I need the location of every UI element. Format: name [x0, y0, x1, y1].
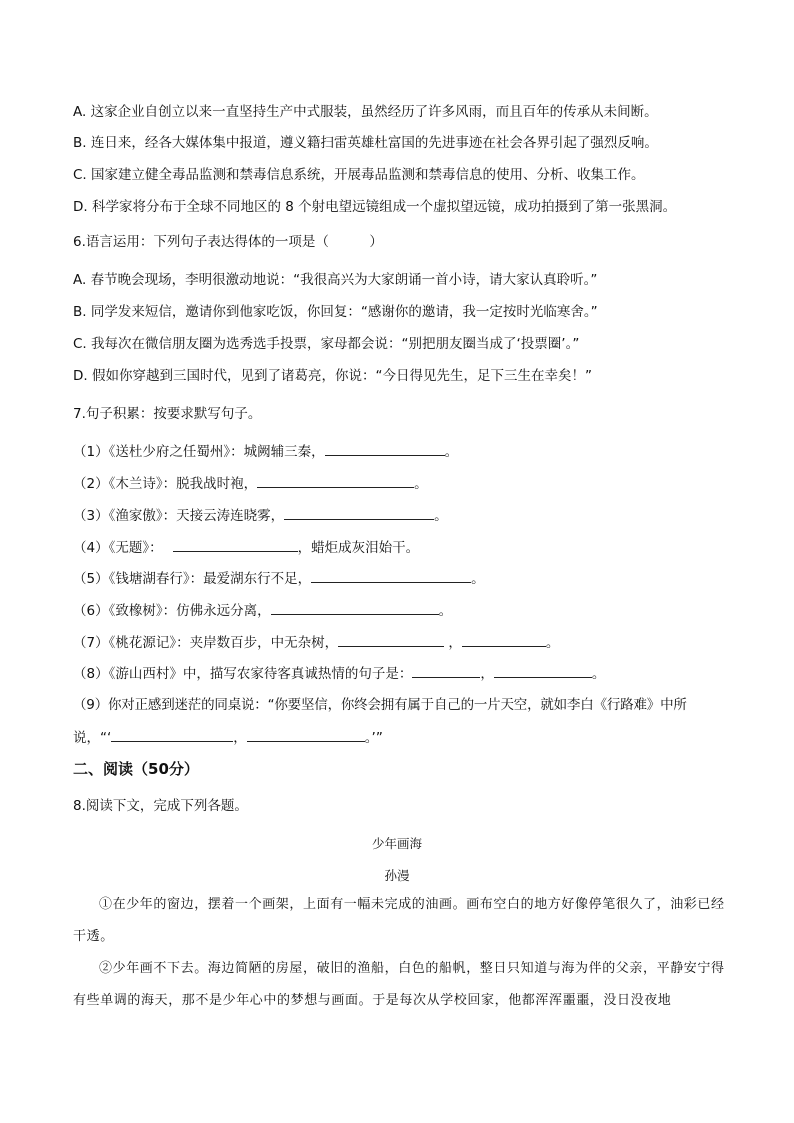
- q7-item-5: [73, 568, 485, 589]
- article-paragraph-1: ①在少年的窗边，摆着一个画架，上面有一幅未完成的油画。画布空白的地方好像停笔很久了，油彩已经干透。: [73, 897, 725, 944]
- q6-option-d: D. 假如你穿越到三国时代，见到了诸葛亮，你说：“今日得见先生，足下三生在幸矣！”: [73, 368, 592, 384]
- q6-stem: 6.语言运用：下列句子表达得体的一项是（ ）: [73, 234, 383, 250]
- q7-item-5-text: （5）《钱塘湖春行》：最爱湖东行不足，: [73, 571, 312, 587]
- period: 。: [434, 508, 448, 524]
- answer-blank[interactable]: [111, 727, 233, 742]
- article-author: 孙漫: [384, 868, 410, 883]
- q5-option-a: A. 这家企业自创立以来一直坚持生产中式服装，虽然经历了许多风雨，而且百年的传承从未间断。: [73, 104, 658, 120]
- q6-option-b: B. 同学发来短信，邀请你到他家吃饭，你回复：“感谢你的邀请，我一定按时光临寒舍。”: [73, 304, 598, 320]
- section-heading: 二、阅读（50分）: [73, 760, 199, 778]
- comma: ，: [233, 730, 247, 746]
- q7-item-7-text: （7）《桃花源记》：夹岸数百步，中无杂树，: [73, 635, 339, 651]
- answer-blank[interactable]: [494, 663, 592, 678]
- answer-blank[interactable]: [257, 473, 414, 488]
- q7-item-4-suffix: ，蜡炬成灰泪始干。: [297, 540, 420, 556]
- q7-item-6-text: （6）《致橡树》：仿佛永远分离，: [73, 603, 271, 619]
- q5-option-b: B. 连日来，经各大媒体集中报道，遵义籍扫雷英雄杜富国的先进事迹在社会各界引起了强烈反响。: [73, 135, 658, 151]
- answer-blank[interactable]: [412, 663, 480, 678]
- period: 。: [444, 444, 459, 460]
- q5-option-d: D. 科学家将分布于全球不同地区的 8 个射电望远镜组成一个虚拟望远镜，成功拍摄到了第一张黑洞。: [73, 199, 677, 215]
- q7-item-6: [73, 600, 452, 621]
- answer-blank[interactable]: [284, 505, 434, 520]
- period: 。: [471, 571, 485, 587]
- q6-option-a: A. 春节晚会现场，李明很激动地说：“我很高兴为大家朗诵一首小诗，请大家认真聆听。”: [73, 272, 598, 288]
- q7-item-9-suffix: 。’”: [364, 730, 383, 746]
- article-title: 少年画海: [371, 836, 422, 851]
- q7-item-3-text: （3）《渔家傲》：天接云涛连晓雾，: [73, 508, 285, 524]
- q7-stem: 7.句子积累：按要求默写句子。: [73, 406, 262, 422]
- answer-blank[interactable]: [247, 727, 365, 742]
- answer-blank[interactable]: [271, 600, 439, 615]
- q7-item-7: [73, 632, 559, 653]
- period: 。: [591, 666, 606, 682]
- q6-option-c: C. 我每次在微信朋友圈为选秀选手投票，家母都会说：“别把朋友圈当成了‘投票圈’。”: [73, 336, 580, 352]
- answer-blank[interactable]: [338, 632, 444, 647]
- q5-option-c: C. 国家建立健全毒品监测和禁毒信息系统，开展毒品监测和禁毒信息的使用、分析、收集工作。: [73, 167, 645, 183]
- comma: ，: [480, 666, 494, 682]
- period: 。: [414, 476, 428, 492]
- q7-item-4: [73, 537, 419, 558]
- q8-stem: 8.阅读下文，完成下列各题。: [73, 798, 248, 814]
- q7-item-2: [73, 473, 428, 494]
- period: 。: [438, 603, 453, 619]
- comma: ，: [444, 635, 462, 651]
- answer-blank[interactable]: [325, 441, 445, 456]
- answer-blank[interactable]: [311, 568, 471, 583]
- q7-item-1-text: （1）《送杜少府之任蜀州》：城阙辅三秦，: [73, 444, 325, 460]
- q7-item-9-prefix: 说，“‘: [73, 730, 112, 746]
- answer-blank[interactable]: [462, 632, 546, 647]
- q7-item-3: [73, 505, 448, 526]
- q7-item-9-line2: [73, 727, 383, 748]
- period: 。: [545, 635, 560, 651]
- q7-item-1: [73, 441, 458, 462]
- answer-blank[interactable]: [173, 537, 298, 552]
- q7-item-8: [73, 663, 605, 684]
- q7-item-9-line1: （9）你对正感到迷茫的同桌说：“你要坚信，你终会拥有属于自己的一片天空，就如李白《行路难》中所: [73, 697, 687, 713]
- article-paragraph-2: ②少年画不下去。海边简陋的房屋，破旧的渔船，白色的船帆，整日只知道与海为伴的父亲，平静安宁得有些单调的海天，那不是少年心中的梦想与画面。于是每次从学校回家，他都浑浑噩噩，没日没夜地: [73, 961, 725, 1008]
- q7-item-8-text: （8）《游山西村》中，描写农家待客真诚热情的句子是：: [73, 666, 413, 682]
- q7-item-2-text: （2）《木兰诗》：脱我战时袍，: [73, 476, 258, 492]
- q7-item-4-text: （4）《无题》：: [73, 540, 163, 556]
